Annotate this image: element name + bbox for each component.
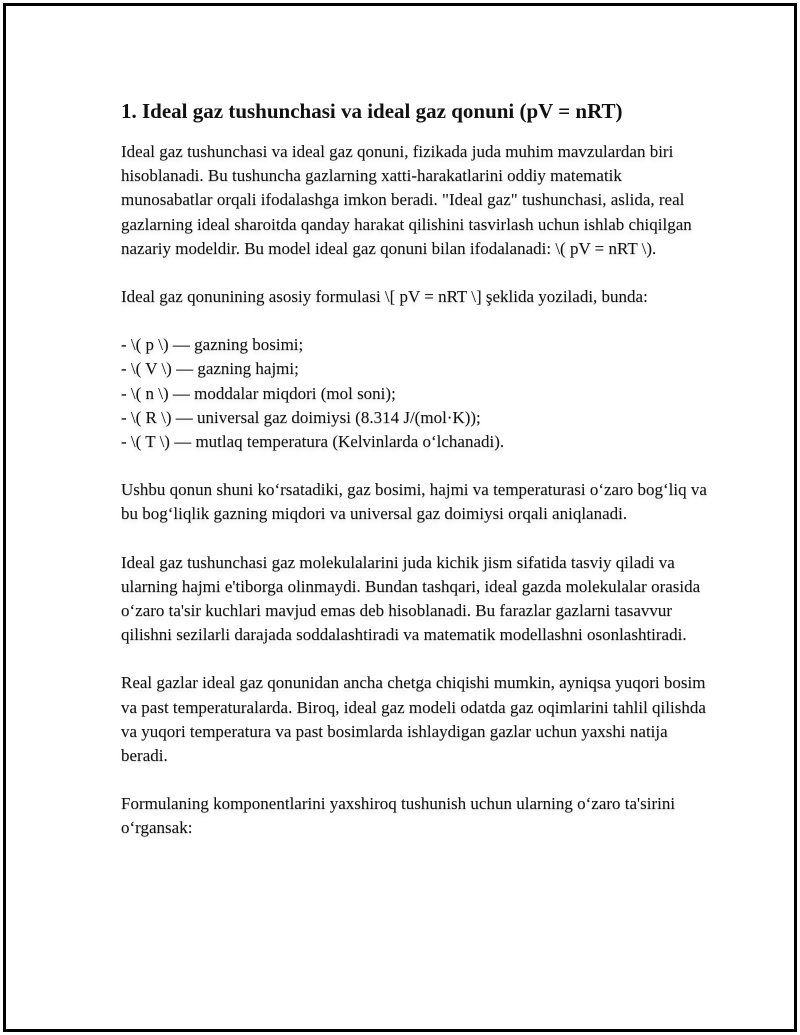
variable-list bbox=[121, 333, 711, 454]
paragraph-real-gases: Real gazlar ideal gaz qonunidan ancha chetga chiqishi mumkin, ayniqsa yuqori bosim va past temperaturalarda. Biroq, ideal gaz modeli odatda gaz oqimlarini tahlil qilishda va yuqori temperatura va past bosimlarda ishlaydigan gazlar uchun yaxshi natija beradi. bbox=[121, 673, 706, 766]
section-heading: 1. Ideal gaz tushunchasi va ideal gaz qonuni (pV = nRT) bbox=[121, 99, 623, 123]
list-item-volume: - \( V \) — gazning hajmi; bbox=[121, 359, 299, 379]
page-frame bbox=[3, 3, 797, 1032]
list-item-temperature: - \( T \) — mutlaq temperatura (Kelvinlarda o‘lchanadi). bbox=[121, 432, 505, 452]
document-body bbox=[121, 96, 711, 865]
list-item-amount: - \( n \) — moddalar miqdori (mol soni); bbox=[121, 383, 396, 403]
list-item-pressure: - \( p \) — gazning bosimi; bbox=[121, 335, 304, 355]
paragraph-formula: Ideal gaz qonunining asosiy formulasi \[ pV = nRT \] şeklida yoziladi, bunda: bbox=[121, 287, 648, 307]
paragraph-intro: Ideal gaz tushunchasi va ideal gaz qonuni, fizikada juda muhim mavzulardan biri hisoblanadi. Bu tushuncha gazlarning xatti-harakatlarini oddiy matematik munosabatlar orqali ifodalashga imkon beradi. "Ideal gaz" tushunchasi, aslida, real gazlarning ideal sharoitda qanday harakat qilishini tasvirlash uchun ishlab chiqilgan nazariy modeldir. Bu model ideal gaz qonuni bilan ifodalanadi: \( pV = nRT \). bbox=[121, 142, 692, 258]
paragraph-components: Formulaning komponentlarini yaxshiroq tushunish uchun ularning o‘zaro ta'sirini o‘rgansak: bbox=[121, 794, 676, 838]
paragraph-molecules: Ideal gaz tushunchasi gaz molekulalarini juda kichik jism sifatida tasviy qiladi va ularning hajmi e'tiborga olinmaydi. Bundan tashqari, ideal gazda molekulalar orasida o‘zaro ta'sir kuchlari mavjud emas deb hisoblanadi. Bu farazlar gazlarni tasavvur qilishni sezilarli darajada soddalashtiradi va matematik modellashni osonlashtiradi. bbox=[121, 552, 701, 645]
list-item-gas-constant: - \( R \) — universal gaz doimiysi (8.314 J/(mol·K)); bbox=[121, 407, 481, 427]
paragraph-relationship: Ushbu qonun shuni ko‘rsatadiki, gaz bosimi, hajmi va temperaturasi o‘zaro bog‘liq va bu bog‘liqlik gazning miqdori va universal gaz doimiysi orqali aniqlanadi. bbox=[121, 480, 707, 524]
